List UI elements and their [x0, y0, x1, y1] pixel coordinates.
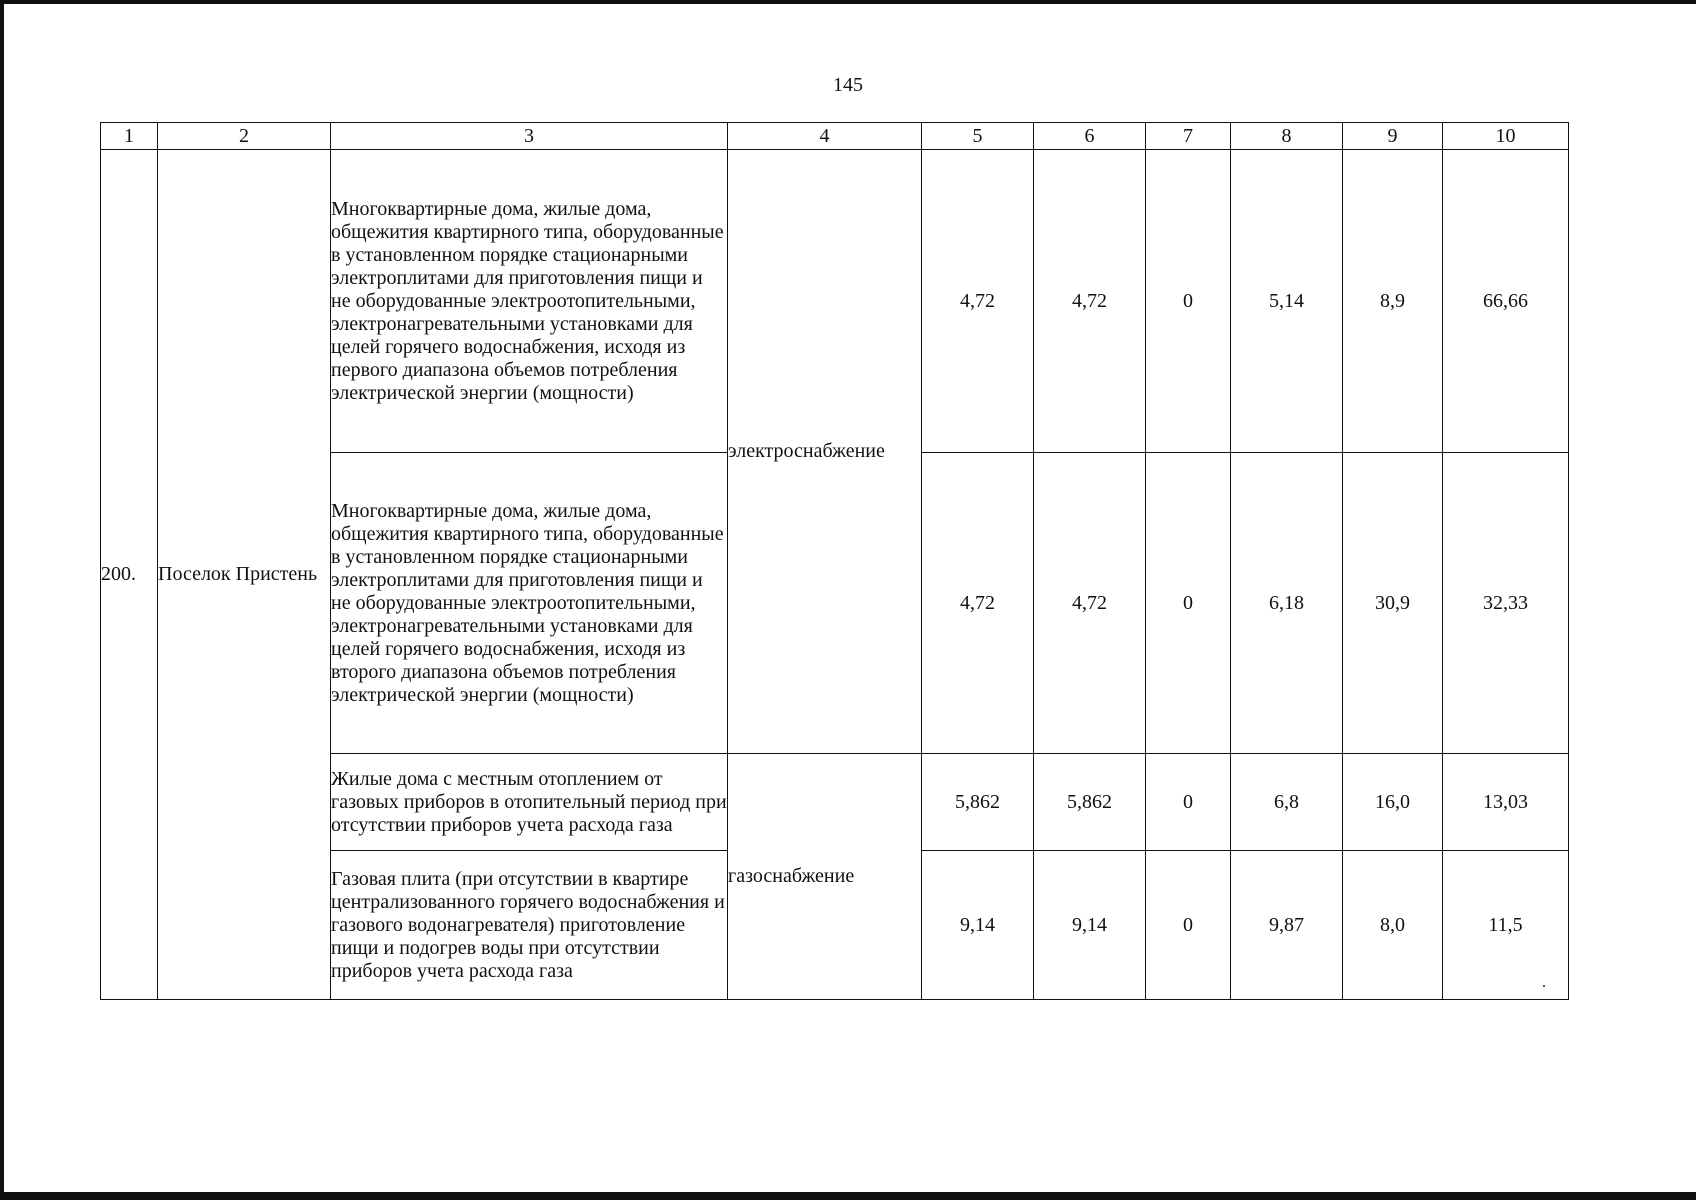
- column-header: 1: [101, 123, 158, 150]
- table-cell: 4,72: [1034, 150, 1146, 453]
- table-cell: 16,0: [1343, 754, 1443, 851]
- table-cell: 8,0: [1343, 851, 1443, 1000]
- scan-speck: [1543, 985, 1545, 987]
- column-header: 2: [158, 123, 331, 150]
- table-cell: 0: [1146, 453, 1231, 754]
- table-cell: 9,14: [1034, 851, 1146, 1000]
- table-header-row: [101, 123, 1569, 150]
- table-cell: 0: [1146, 851, 1231, 1000]
- table-cell: 6,18: [1231, 453, 1343, 754]
- table-row: [101, 150, 1569, 453]
- column-header: 4: [728, 123, 922, 150]
- table-cell: 0: [1146, 754, 1231, 851]
- table-cell: 66,66: [1443, 150, 1569, 453]
- table-cell: 6,8: [1231, 754, 1343, 851]
- table-cell: 5,862: [1034, 754, 1146, 851]
- table-cell: 0: [1146, 150, 1231, 453]
- table-cell: 11,5: [1443, 851, 1569, 1000]
- consumer-category: Жилые дома с местным отоплением от газовых приборов в отопительный период при отсутствии приборов учета расхода газа: [331, 754, 728, 851]
- column-header: 3: [331, 123, 728, 150]
- settlement-name: Поселок Пристень: [158, 150, 331, 1000]
- consumer-category: Газовая плита (при отсутствии в квартире централизованного горячего водоснабжения и газового водонагревателя) приготовление пищи и подогрев воды при отсутствии приборов учета расхода газа: [331, 851, 728, 1000]
- tariff-table: [100, 122, 1569, 1000]
- service-type-electric: электроснабжение: [728, 150, 922, 754]
- table-cell: 32,33: [1443, 453, 1569, 754]
- table-cell: 5,14: [1231, 150, 1343, 453]
- column-header: 7: [1146, 123, 1231, 150]
- scan-border-bottom: [0, 1192, 1696, 1200]
- table-cell: 5,862: [922, 754, 1034, 851]
- consumer-category: Многоквартирные дома, жилые дома, общежития квартирного типа, оборудованные в установленном порядке стационарными электроплитами для приготовления пищи и не оборудованные электроотопительными, электронагревательными установками для целей горячего водоснабжения, исходя из первого диапазона объемов потребления электрической энергии (мощности): [331, 150, 728, 453]
- consumer-category: Многоквартирные дома, жилые дома, общежития квартирного типа, оборудованные в установленном порядке стационарными электроплитами для приготовления пищи и не оборудованные электроотопительными, электронагревательными установками для целей горячего водоснабжения, исходя из второго диапазона объемов потребления электрической энергии (мощности): [331, 453, 728, 754]
- scan-border-left: [0, 0, 4, 1200]
- table-cell: 13,03: [1443, 754, 1569, 851]
- table-cell: 30,9: [1343, 453, 1443, 754]
- scan-border-top: [0, 0, 1696, 4]
- page-number: 145: [833, 74, 863, 96]
- table-cell: 4,72: [922, 453, 1034, 754]
- column-header: 9: [1343, 123, 1443, 150]
- table-cell: 8,9: [1343, 150, 1443, 453]
- service-type-gas: газоснабжение: [728, 754, 922, 1000]
- table-cell: 4,72: [922, 150, 1034, 453]
- table-cell: 9,87: [1231, 851, 1343, 1000]
- table-cell: 9,14: [922, 851, 1034, 1000]
- column-header: 8: [1231, 123, 1343, 150]
- column-header: 10: [1443, 123, 1569, 150]
- column-header: 5: [922, 123, 1034, 150]
- table-cell: 4,72: [1034, 453, 1146, 754]
- column-header: 6: [1034, 123, 1146, 150]
- row-number: 200.: [101, 150, 158, 1000]
